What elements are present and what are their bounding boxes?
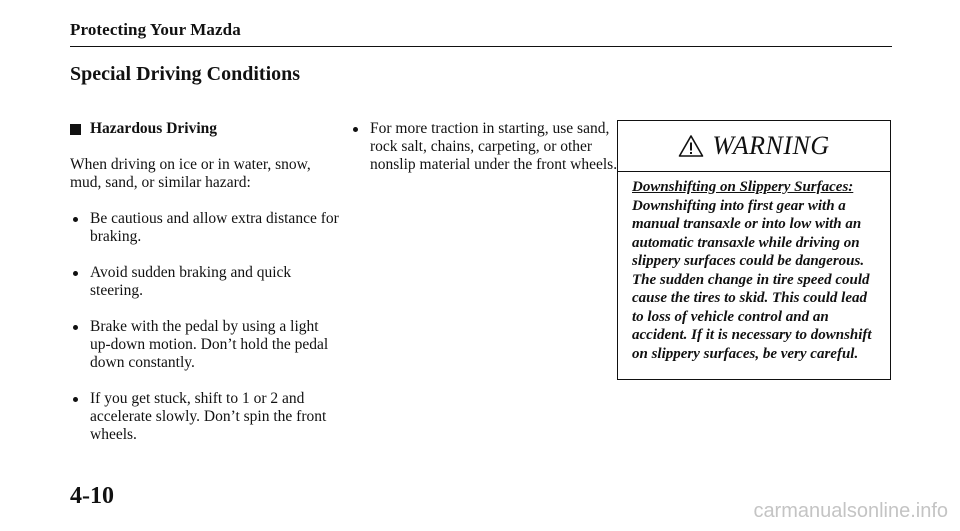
list-item-text: For more traction in starting, use sand, rock salt, chains, carpeting, or other nonslip material under the front wheels. (370, 120, 618, 173)
warning-heading: WARNING (712, 131, 830, 160)
list-item-text: Brake with the pedal by using a light up-down motion. Don’t hold the pedal down constantly. (90, 318, 329, 371)
traction-tips-list (350, 120, 620, 174)
warning-text: Downshifting into first gear with a manual transaxle or into low with an automatic transaxle while driving on slippery surfaces could be dangerous. The sudden change in tire speed could cause the tires to skid. This could lead to loss of vehicle control and an accident. If it is necessary to downshift on slippery surfaces, be very careful. (632, 197, 872, 362)
list-item (70, 264, 340, 300)
watermark: carmanualsonline.info (753, 500, 948, 522)
warning-box (617, 120, 891, 380)
warning-triangle-icon (678, 134, 704, 158)
list-item (70, 210, 340, 246)
list-item (70, 318, 340, 372)
running-header: Protecting Your Mazda (70, 20, 241, 39)
hazard-tips-list (70, 210, 340, 444)
section-title: Special Driving Conditions (70, 63, 301, 85)
header-divider (70, 46, 892, 47)
subheading (70, 120, 340, 138)
intro-paragraph: When driving on ice or in water, snow, mud, sand, or similar hazard: (70, 156, 311, 191)
left-column (70, 120, 340, 444)
page-number: 4-10 (70, 483, 114, 509)
bullet-dot-icon (73, 217, 78, 222)
bullet-dot-icon (73, 271, 78, 276)
list-item-text: Avoid sudden braking and quick steering. (90, 264, 292, 299)
bullet-dot-icon (73, 397, 78, 402)
middle-column (350, 120, 620, 174)
list-item (350, 120, 620, 174)
list-item (70, 390, 340, 444)
warning-header (618, 121, 890, 172)
bullet-dot-icon (73, 325, 78, 330)
warning-body (618, 172, 890, 363)
subheading-text: Hazardous Driving (90, 120, 218, 137)
square-bullet-icon (70, 124, 81, 135)
list-item-text: If you get stuck, shift to 1 or 2 and accelerate slowly. Don’t spin the front wheels. (90, 390, 327, 443)
list-item-text: Be cautious and allow extra distance for braking. (90, 210, 339, 245)
warning-subtitle: Downshifting on Slippery Surfaces: (632, 179, 854, 195)
bullet-dot-icon (353, 127, 358, 132)
